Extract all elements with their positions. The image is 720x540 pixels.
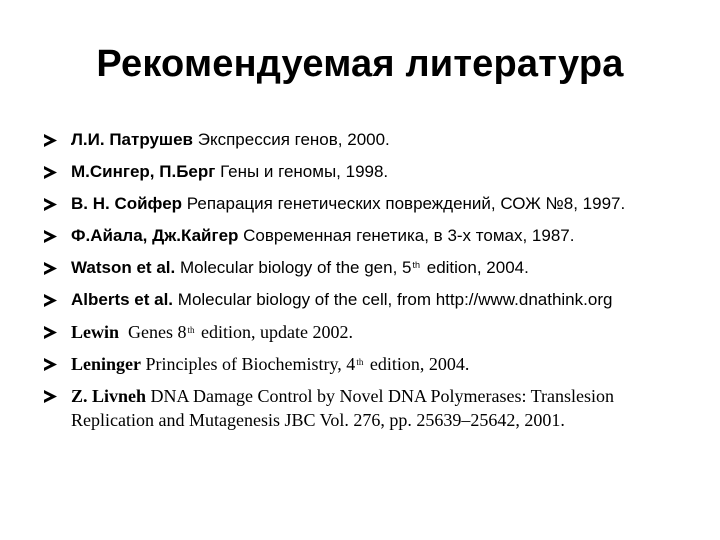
arrowhead-bullet-icon (44, 134, 57, 147)
arrowhead-bullet-icon (44, 262, 57, 275)
reference-text: Molecular biology of the gen, 5 (179, 258, 412, 277)
reference-text-after: edition, update 2002. (196, 322, 353, 342)
reference-item (44, 192, 694, 216)
reference-author: В. Н. Сойфер (71, 194, 183, 213)
reference-item (44, 352, 694, 376)
arrowhead-bullet-icon (44, 358, 57, 371)
ordinal-suffix: th (187, 325, 195, 335)
reference-item (44, 224, 694, 248)
reference-text: DNA Damage Control by Novel DNA Polymerases: Translesion Replication and Mutagenesis JBC Vol. 276, pp. 25639–25642, 2001. (71, 386, 615, 430)
reference-author: Л.И. Патрушев (71, 130, 194, 149)
reference-author: Alberts et al. (71, 290, 174, 309)
arrowhead-bullet-icon (44, 390, 57, 403)
reference-author: Z. Livneh (71, 386, 147, 406)
arrowhead-bullet-icon (44, 326, 57, 339)
arrowhead-bullet-icon (44, 166, 57, 179)
reference-separator (119, 322, 128, 342)
reference-author: Ф.Айала, Дж.Кайгер (71, 226, 239, 245)
reference-text: Гены и геномы, 1998. (220, 162, 389, 181)
reference-item (44, 128, 694, 152)
reference-author: Lewin (71, 322, 120, 342)
reference-item (44, 256, 694, 280)
reference-author: Leninger (71, 354, 141, 374)
reference-text: Репарация генетических повреждений, СОЖ №8, 1997. (186, 194, 626, 213)
reference-text: Genes 8 (128, 322, 187, 342)
reference-text: Современная генетика, в 3-х томах, 1987. (243, 226, 575, 245)
reference-text-after: edition, 2004. (422, 258, 529, 277)
arrowhead-bullet-icon (44, 294, 57, 307)
reference-item (44, 160, 694, 184)
reference-item (44, 384, 694, 432)
slide-title: Рекомендуемая литература (96, 43, 624, 85)
reference-text: Principles of Biochemistry, 4 (145, 354, 356, 374)
reference-item (44, 288, 694, 312)
reference-author: М.Сингер, П.Берг (71, 162, 216, 181)
ordinal-suffix: th (356, 357, 364, 367)
arrowhead-bullet-icon (44, 198, 57, 211)
reference-author: Watson et al. (71, 258, 176, 277)
reference-text: Molecular biology of the cell, from http://www.dnathink.org (177, 290, 613, 309)
reference-text: Экспрессия генов, 2000. (197, 130, 390, 149)
reference-text-after: edition, 2004. (365, 354, 470, 374)
reference-list (44, 128, 694, 440)
ordinal-suffix: th (412, 260, 421, 270)
reference-item (44, 320, 694, 344)
arrowhead-bullet-icon (44, 230, 57, 243)
